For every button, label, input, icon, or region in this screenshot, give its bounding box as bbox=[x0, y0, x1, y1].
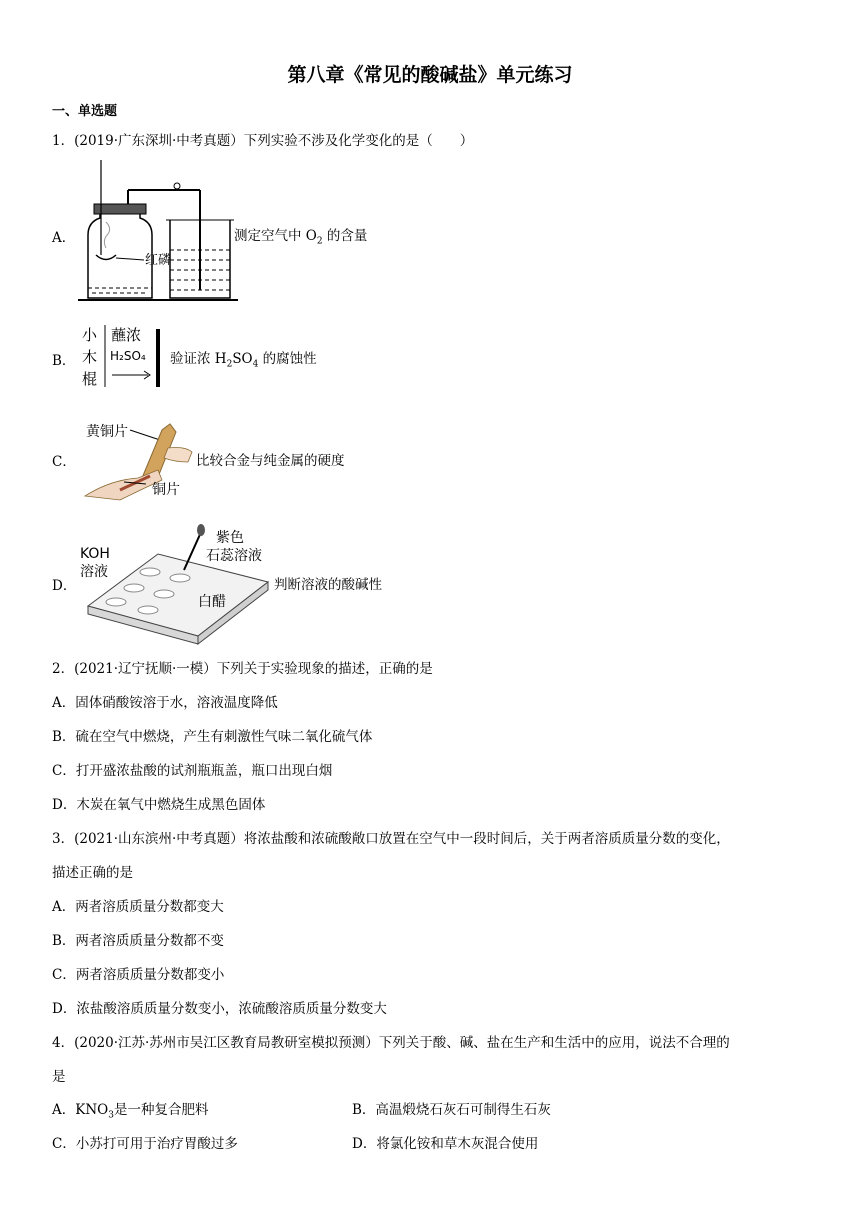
q1-figure-b-char-3: 棍 bbox=[82, 370, 98, 388]
q2-stem: 2．(2021·辽宁抚顺·一模）下列关于实验现象的描述，正确的是 bbox=[52, 661, 433, 677]
q1-figure-b-formula: H₂SO₄ bbox=[110, 349, 146, 363]
section-heading: 一、单选题 bbox=[52, 104, 118, 119]
q1-figure-b bbox=[80, 323, 165, 391]
q4-option-c: C．小苏打可用于治疗胃酸过多 bbox=[52, 1136, 238, 1152]
q3-stem-line-2: 描述正确的是 bbox=[52, 865, 133, 881]
q1-option-d-label: D． bbox=[52, 578, 77, 594]
q3-stem-line-1: 3．(2021·山东滨州·中考真题）将浓盐酸和浓硫酸敞口放置在空气中一段时间后，关于两者溶质质量分数的变化， bbox=[52, 831, 730, 847]
q2-option-a: A．固体硝酸铵溶于水，溶液温度降低 bbox=[52, 695, 278, 711]
q1-figure-c-label-1: 黄铜片 bbox=[86, 424, 128, 440]
page-title: 第八章《常见的酸碱盐》单元练习 bbox=[287, 64, 573, 86]
q1-figure-b-char-2: 木 bbox=[82, 348, 98, 366]
q4-option-b: B．高温煅烧石灰石可制得生石灰 bbox=[352, 1102, 551, 1118]
q1-figure-b-top: 蘸浓 bbox=[111, 326, 142, 344]
q1-figure-d-label-4: 溶液 bbox=[80, 564, 108, 580]
q1-stem: 1．(2019·广东深圳·中考真题）下列实验不涉及化学变化的是（ ） bbox=[52, 133, 474, 149]
q1-figure-d bbox=[78, 524, 278, 639]
q1-figure-c-label-2: 铜片 bbox=[152, 482, 180, 498]
q1-figure-a-label: 红磷 bbox=[145, 253, 172, 268]
q2-option-c: C．打开盛浓盐酸的试剂瓶瓶盖，瓶口出现白烟 bbox=[52, 763, 333, 779]
q1-figure-b-char-1: 小 bbox=[82, 326, 98, 344]
q1-figure-a bbox=[78, 160, 238, 305]
q3-option-d: D．浓盐酸溶质质量分数变小，浓硫酸溶质质量分数变大 bbox=[52, 1001, 387, 1017]
q1-figure-d-label-2: 石蕊溶液 bbox=[206, 548, 262, 564]
q1-figure-d-label-3: KOH bbox=[80, 546, 110, 562]
q2-option-d: D．木炭在氧气中燃烧生成黑色固体 bbox=[52, 797, 266, 813]
q1-figure-c bbox=[80, 418, 195, 503]
q1-option-c-text: 比较合金与纯金属的硬度 bbox=[196, 453, 345, 469]
q4-stem-line-2: 是 bbox=[52, 1069, 66, 1085]
q1-option-a-label: A． bbox=[52, 230, 76, 246]
q1-option-b-label: B． bbox=[52, 353, 76, 369]
q4-option-d: D．将氯化铵和草木灰混合使用 bbox=[352, 1136, 539, 1152]
q1-option-a-text: 测定空气中 $O_2$ 的含量 bbox=[234, 228, 368, 247]
q3-option-b: B．两者溶质质量分数都不变 bbox=[52, 933, 224, 949]
q2-option-b: B．硫在空气中燃烧，产生有刺激性气味二氧化硫气体 bbox=[52, 729, 373, 745]
q1-option-b-text: 验证浓 $H_2SO_4$ 的腐蚀性 bbox=[170, 351, 317, 370]
q4-option-a: A．$KNO_3$是一种复合肥料 bbox=[52, 1102, 209, 1121]
q1-option-d-text: 判断溶液的酸碱性 bbox=[274, 577, 382, 593]
q4-stem-line-1: 4．(2020·江苏·苏州市吴江区教育局教研室模拟预测）下列关于酸、碱、盐在生产和生活中的应用，说法不合理的 bbox=[52, 1035, 730, 1051]
q1-option-c-label: C． bbox=[52, 454, 76, 470]
q3-option-a: A．两者溶质质量分数都变大 bbox=[52, 899, 224, 915]
q1-figure-d-label-1: 紫色 bbox=[216, 530, 244, 546]
q1-figure-d-label-5: 白醋 bbox=[198, 594, 226, 610]
q3-option-c: C．两者溶质质量分数都变小 bbox=[52, 967, 225, 983]
